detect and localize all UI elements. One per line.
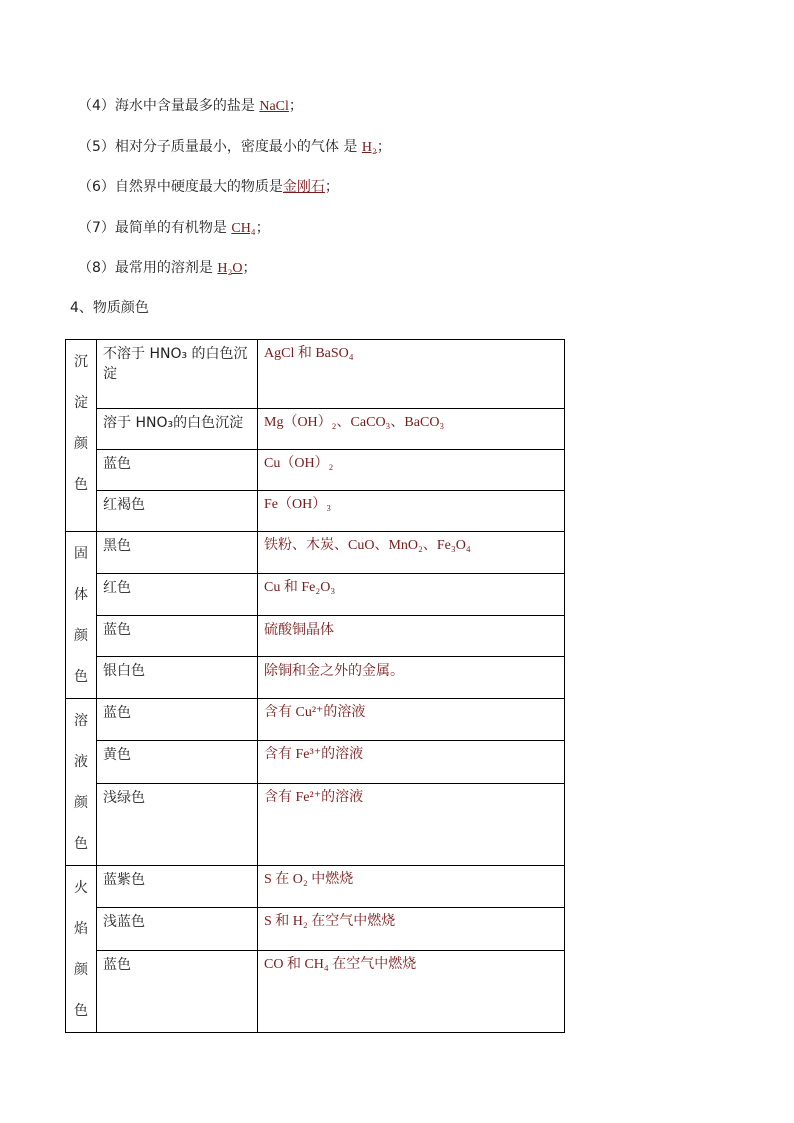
table-row <box>66 340 565 409</box>
fact-line-4: （4）海水中含量最多的盐是 NaCl； <box>78 98 303 114</box>
item-cell: 不溶于 HNO₃ 的白色沉淀 <box>97 340 258 409</box>
value-cell: Cu（OH）₂ <box>258 450 565 491</box>
table-row <box>66 866 565 908</box>
fact-answer: 金刚石 <box>282 179 325 195</box>
item-cell: 蓝色 <box>97 450 258 491</box>
table-row <box>66 573 565 615</box>
value-cell: 含有 Cu²⁺的溶液 <box>258 699 565 741</box>
item-cell: 蓝紫色 <box>97 866 258 908</box>
section-heading: 4、物质颜色 <box>70 300 149 316</box>
value-cell: S 在 O₂ 中燃烧 <box>258 866 565 908</box>
fact-answer: H₂ <box>361 140 377 155</box>
fact-line-5: （5）相对分子质量最小，密度最小的气体 是 H₂； <box>78 139 391 155</box>
item-cell: 黄色 <box>97 741 258 783</box>
value-cell: S 和 H₂ 在空气中燃烧 <box>258 908 565 950</box>
table-row <box>66 783 565 866</box>
value-cell: 除铜和金之外的金属。 <box>258 657 565 699</box>
substance-color-table <box>65 339 565 1033</box>
table-row <box>66 950 565 1033</box>
table-row <box>66 741 565 783</box>
value-cell: CO 和 CH₄ 在空气中燃烧 <box>258 950 565 1033</box>
fact-answer: CH₄ <box>231 221 256 236</box>
value-cell: Fe（OH）₃ <box>258 491 565 532</box>
item-cell: 蓝色 <box>97 950 258 1033</box>
category-cell: 固体颜色 <box>66 532 97 699</box>
value-cell: AgCl 和 BaSO₄ <box>258 340 565 409</box>
value-cell: 含有 Fe²⁺的溶液 <box>258 783 565 866</box>
item-cell: 黑色 <box>97 532 258 574</box>
table-row <box>66 657 565 699</box>
value-cell: 含有 Fe³⁺的溶液 <box>258 741 565 783</box>
item-cell: 红色 <box>97 573 258 615</box>
category-cell: 溶液颜色 <box>66 699 97 866</box>
fact-line-7: （7）最简单的有机物是 CH₄； <box>78 220 270 236</box>
item-cell: 浅绿色 <box>97 783 258 866</box>
table-row <box>66 450 565 491</box>
item-cell: 溶于 HNO₃的白色沉淀 <box>97 409 258 450</box>
fact-line-6: （6）自然界中硬度最大的物质是金刚石； <box>78 179 339 195</box>
category-cell: 火焰颜色 <box>66 866 97 1033</box>
table-row <box>66 908 565 950</box>
table-row <box>66 491 565 532</box>
table-row <box>66 699 565 741</box>
fact-line-8: （8）最常用的溶剂是 H₂O； <box>78 260 257 276</box>
value-cell: Cu 和 Fe₂O₃ <box>258 573 565 615</box>
category-cell: 沉淀颜色 <box>66 340 97 532</box>
fact-answer: NaCl <box>259 99 289 114</box>
fact-answer: H₂O <box>217 261 243 276</box>
item-cell: 蓝色 <box>97 615 258 657</box>
value-cell: 铁粉、木炭、CuO、MnO₂、Fe₃O₄ <box>258 532 565 574</box>
value-cell: Mg（OH）₂、CaCO₃、BaCO₃ <box>258 409 565 450</box>
table-row <box>66 409 565 450</box>
table-row <box>66 532 565 574</box>
table-row <box>66 615 565 657</box>
item-cell: 浅蓝色 <box>97 908 258 950</box>
item-cell: 蓝色 <box>97 699 258 741</box>
item-cell: 银白色 <box>97 657 258 699</box>
item-cell: 红褐色 <box>97 491 258 532</box>
value-cell: 硫酸铜晶体 <box>258 615 565 657</box>
